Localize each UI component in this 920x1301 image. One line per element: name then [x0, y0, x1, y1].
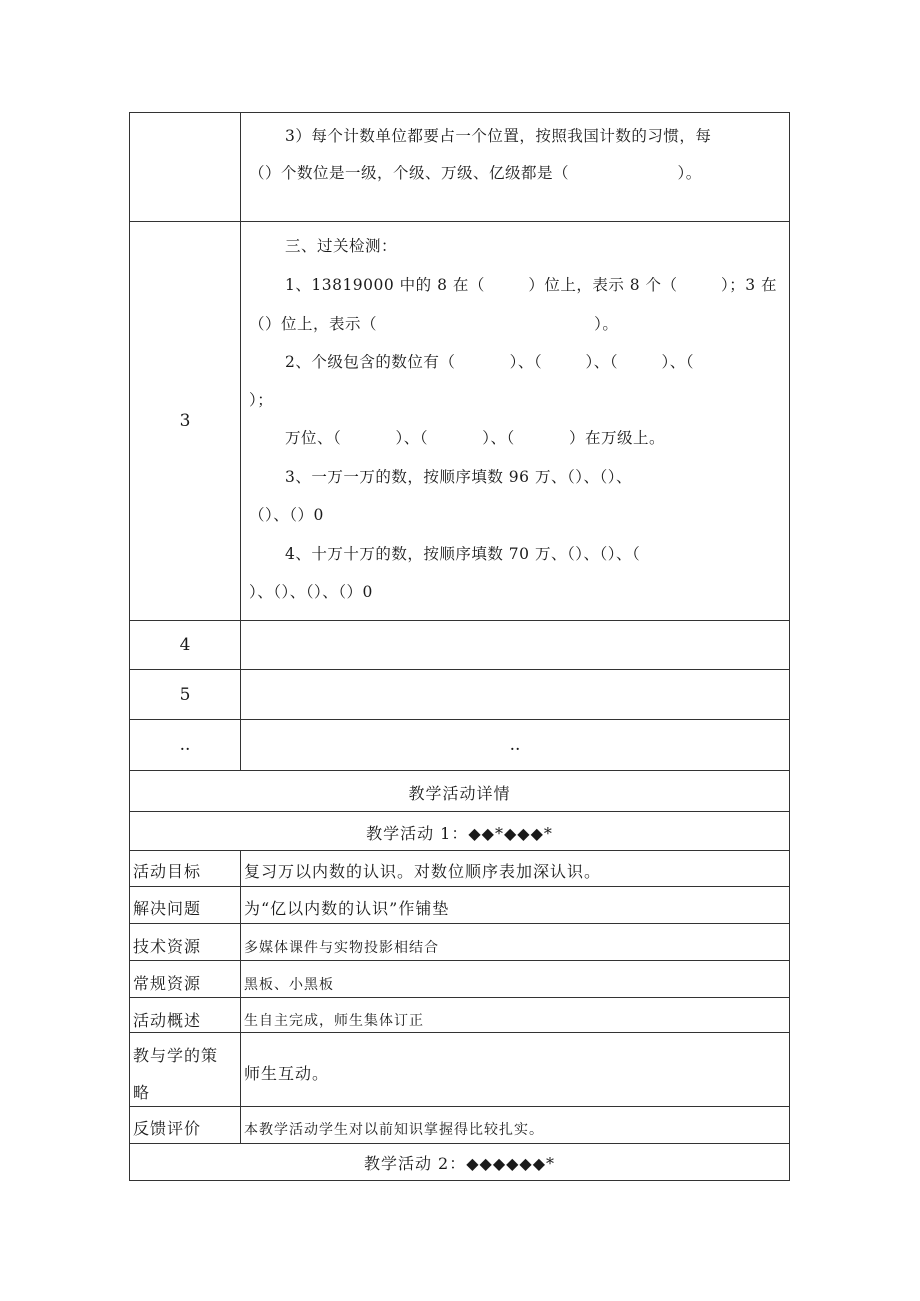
- details-header: 教学活动详情: [408, 784, 511, 803]
- field-label-cell: [130, 924, 241, 960]
- activity-title-row: [130, 1144, 789, 1180]
- field-label: 技术资源: [133, 937, 202, 956]
- row-number-cell: [130, 222, 241, 620]
- field-value-cell: [241, 1107, 789, 1143]
- field-row-goal: [130, 851, 789, 887]
- field-value: 师生互动。: [244, 1064, 330, 1083]
- table-row: [130, 720, 789, 771]
- row-number-cell: [130, 621, 241, 669]
- activity-2-title: 教学活动 2：◆◆◆◆◆◆*: [363, 1154, 556, 1173]
- field-label: 常规资源: [133, 974, 202, 993]
- text-line: 1、13819000 中的 8 在（ ）位上，表示 8 个（ ）；3 在: [285, 276, 777, 294]
- section-heading: 三、过关检测：: [285, 237, 398, 255]
- field-value: 复习万以内数的认识。对数位顺序表加深认识。: [244, 862, 602, 881]
- field-row-strategy: [130, 1033, 789, 1107]
- table-row: [130, 621, 789, 670]
- field-value-cell: [241, 961, 789, 997]
- text-line: （）个数位是一级，个级、万级、亿级都是（ ）。: [249, 164, 702, 182]
- field-label-cell: [130, 998, 241, 1032]
- text-line: 3）每个计数单位都要占一个位置，按照我国计数的习惯，每: [285, 127, 712, 145]
- field-label-cell: [130, 851, 241, 886]
- row-number: 3: [179, 411, 191, 431]
- table-row: [130, 113, 789, 222]
- table-row: [130, 222, 789, 621]
- text-line: 4、十万十万的数，按顺序填数 70 万、（）、（）、（: [285, 545, 641, 563]
- text-line: 3、一万一万的数，按顺序填数 96 万、（）、（）、: [285, 468, 632, 486]
- row-number: 4: [179, 635, 191, 655]
- field-value-cell: [241, 887, 789, 923]
- field-value-cell: [241, 851, 789, 886]
- row-number-cell: [130, 113, 241, 221]
- field-row-overview: [130, 998, 789, 1033]
- field-value: 黑板、小黑板: [244, 977, 334, 993]
- field-label: 活动目标: [133, 862, 202, 881]
- row-number-cell: [130, 670, 241, 719]
- field-value-cell: [241, 924, 789, 960]
- text-line: （）、（）0: [249, 506, 324, 524]
- row-number: 5: [179, 684, 191, 705]
- lesson-plan-table: [129, 112, 790, 1181]
- field-label-cell: [130, 1033, 241, 1106]
- text-line: 万位、（ ）、（ ）、（ ）在万级上。: [285, 429, 666, 447]
- text-line: 2、个级包含的数位有（ ）、（ ）、（ ）、（: [285, 353, 694, 371]
- field-value: 多媒体课件与实物投影相结合: [244, 940, 439, 956]
- ellipsis-marker: ..: [179, 735, 191, 755]
- activity-1-title: 教学活动 1：◆◆*◆◆◆*: [366, 824, 553, 843]
- field-value: 本教学活动学生对以前知识掌握得比较扎实。: [244, 1122, 544, 1138]
- field-value: 为“亿以内数的认识”作铺垫: [244, 899, 450, 918]
- field-row-feedback: [130, 1107, 789, 1144]
- field-value: 生自主完成，师生集体订正: [244, 1013, 424, 1029]
- field-label: 解决问题: [133, 899, 202, 918]
- ellipsis-marker: ..: [509, 735, 521, 755]
- field-row-resources: [130, 961, 789, 998]
- field-value-cell: [241, 998, 789, 1032]
- field-label-cell: [130, 961, 241, 997]
- text-line: （）位上，表示（ ）。: [249, 315, 619, 333]
- field-label: 略: [133, 1083, 151, 1102]
- row-content-cell: [241, 720, 789, 770]
- table-row: [130, 670, 789, 720]
- details-header-row: [130, 771, 789, 812]
- row-content-cell: [241, 113, 789, 221]
- field-label: 反馈评价: [133, 1119, 202, 1138]
- field-label-cell: [130, 887, 241, 923]
- row-content-cell: [241, 621, 789, 669]
- row-number-cell: [130, 720, 241, 770]
- text-line: ）、（）、（）、（）0: [249, 583, 373, 601]
- row-content-cell: [241, 222, 789, 620]
- field-row-problem: [130, 887, 789, 924]
- field-label: 教与学的策: [133, 1046, 219, 1065]
- field-label-cell: [130, 1107, 241, 1143]
- field-value-cell: [241, 1033, 789, 1106]
- field-label: 活动概述: [133, 1011, 202, 1030]
- field-row-tech: [130, 924, 789, 961]
- row-content-cell: [241, 670, 789, 719]
- activity-title-row: [130, 812, 789, 851]
- text-line: ）；: [249, 391, 274, 409]
